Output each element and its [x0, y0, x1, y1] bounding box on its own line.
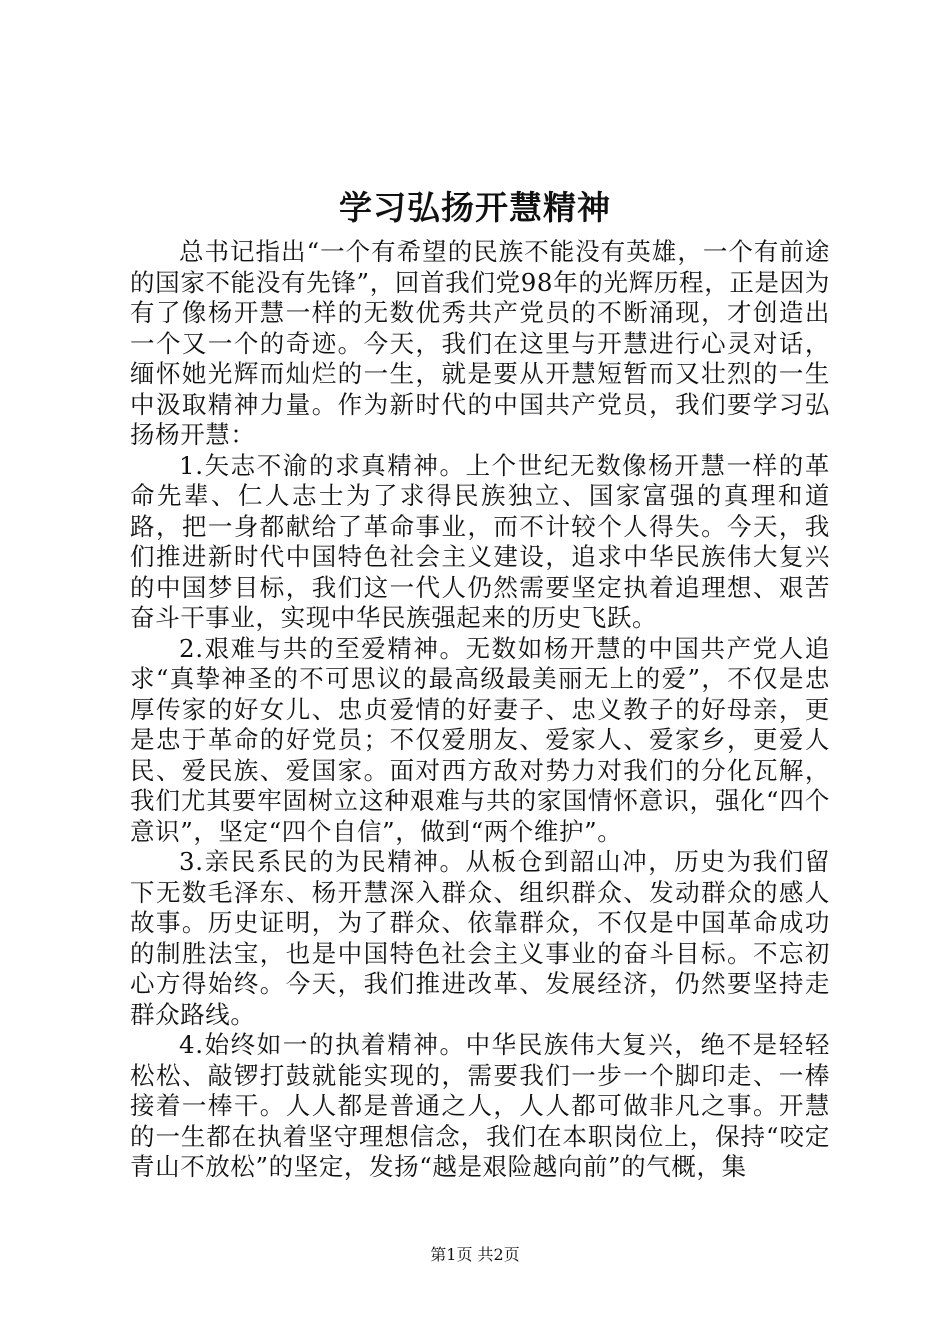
- page-footer: 第1页 共2页: [430, 1245, 520, 1264]
- point-3-paragraph: 3.亲民系民的为民精神。从板仓到韶山冲，历史为我们留下无数毛泽东、杨开慧深入群众、组织群众、发动群众的感人故事。历史证明，为了群众、依靠群众，不仅是中国革命成功的制胜法宝，也是中国特色社会主义事业的奋斗目标。不忘初心方得始终。今天，我们推进改革、发展经济，仍然要坚持走群众路线。: [130, 847, 830, 1029]
- point-4-paragraph: 4.始终如一的执着精神。中华民族伟大复兴，绝不是轻轻松松、敲锣打鼓就能实现的，需要我们一步一个脚印走、一棒接着一棒干。人人都是普通之人，人人都可做非凡之事。开慧的一生都在执着坚守理想信念，我们在本职岗位上，保持“咬定青山不放松”的坚定，发扬“越是艰险越向前”的气概，集: [130, 1030, 830, 1181]
- document-title: 学习弘扬开慧精神: [339, 188, 611, 227]
- intro-paragraph: 总书记指出“一个有希望的民族不能没有英雄，一个有前途的国家不能没有先锋”，回首我们党98年的光辉历程，正是因为有了像杨开慧一样的无数优秀共产党员的不断涌现，才创造出一个又一个的奇迹。今天，我们在这里与开慧进行心灵对话，缅怀她光辉而灿烂的一生，就是要从开慧短暂而又壮烈的一生中汲取精神力量。作为新时代的中国共产党员，我们要学习弘扬杨开慧：: [130, 237, 830, 449]
- point-2-paragraph: 2.艰难与共的至爱精神。无数如杨开慧的中国共产党人追求“真挚神圣的不可思议的最高级最美丽无上的爱”，不仅是忠厚传家的好女儿、忠贞爱情的好妻子、忠义教子的好母亲，更是忠于革命的好党员；不仅爱朋友、爱家人、爱家乡，更爱人民、爱民族、爱国家。面对西方敌对势力对我们的分化瓦解，我们尤其要牢固树立这种艰难与共的家国情怀意识，强化“四个意识”，坚定“四个自信”，做到“两个维护”。: [130, 633, 830, 846]
- point-1-paragraph: 1.矢志不渝的求真精神。上个世纪无数像杨开慧一样的革命先辈、仁人志士为了求得民族独立、国家富强的真理和道路，把一身都献给了革命事业，而不计较个人得失。今天，我们推进新时代中国特色社会主义建设，追求中华民族伟大复兴的中国梦目标，我们这一代人仍然需要坚定执着追理想、艰苦奋斗干事业，实现中华民族强起来的历史飞跃。: [130, 450, 830, 632]
- document-body: [130, 237, 830, 1183]
